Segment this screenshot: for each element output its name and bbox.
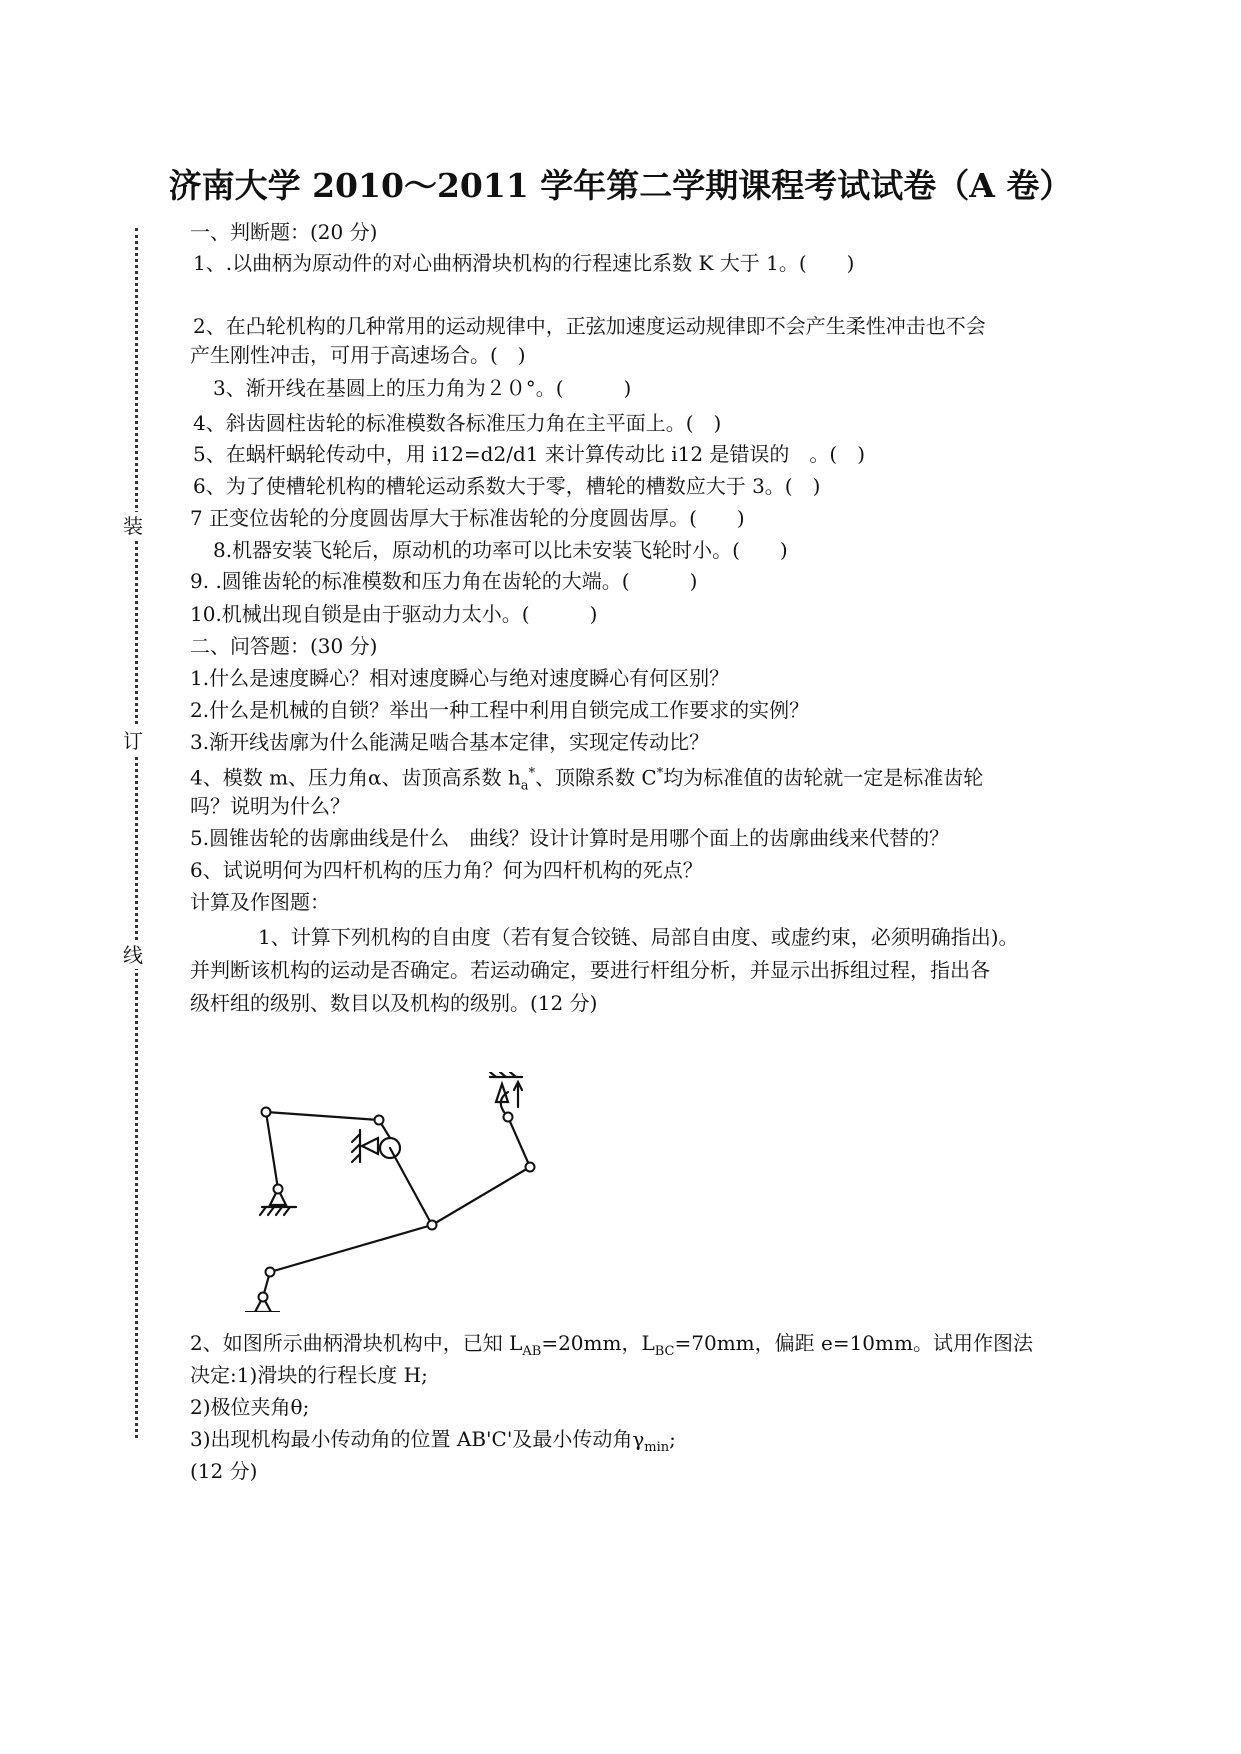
joint-bottom-ground: [259, 1293, 268, 1302]
link-left-crank: [266, 1112, 278, 1189]
margin-char-ding: 订: [123, 729, 143, 753]
section2-heading: 二、问答题：(30 分): [190, 634, 378, 658]
s1-question-9: 9. .圆锥齿轮的标准模数和压力角在齿轮的大端。( ): [190, 569, 698, 593]
s2-question-6: 6、试说明何为四杆机构的压力角？何为四杆机构的死点？: [190, 858, 703, 882]
s3-question-1-line3: 级杆组的级别、数目以及机构的级别。(12 分): [190, 991, 598, 1015]
joint-right: [526, 1163, 535, 1172]
s3-q2-text-a: 2、如图所示曲柄滑块机构中，已知 L: [190, 1331, 523, 1355]
s3-question-2-line1: [190, 1330, 1033, 1365]
joint-left-ground: [274, 1185, 283, 1194]
s2-question-2: 2.什么是机械的自锁？举出一种工程中利用自锁完成工作要求的实例？: [190, 698, 810, 722]
joint-top-left: [262, 1108, 271, 1117]
s1-question-5: 5、在蜗杆蜗轮传动中，用 i12=d2/d1 来计算传动比 i12 是错误的 。( ): [193, 442, 866, 466]
s3-question-2-line5: (12 分): [190, 1459, 258, 1483]
s2-q4-text-c: 均为标准值的齿轮就一定是标准齿轮: [663, 765, 984, 790]
s2-question-1: 1.什么是速度瞬心？相对速度瞬心与绝对速度瞬心有何区别？: [190, 666, 730, 690]
arrow-icon: [514, 1082, 522, 1107]
link-middle: [390, 1148, 432, 1225]
section1-heading: 一、判断题：(20 分): [190, 220, 378, 244]
s3-question-2-line2: 决定:1)滑块的行程长度 H;: [190, 1363, 428, 1387]
margin-char-zhuang: 装: [123, 514, 143, 538]
mechanism-diagram: [240, 1072, 570, 1312]
s2-q4-sup2: *: [656, 766, 664, 781]
joint-center: [428, 1221, 437, 1230]
s1-question-7: 7 正变位齿轮的分度圆齿厚大于标准齿轮的分度圆齿厚。( ): [190, 506, 745, 530]
s3-q2-text-c: =70mm，偏距 e=10mm。试用作图法: [674, 1331, 1033, 1355]
s3-q2-sub-bc: BC: [654, 1344, 675, 1359]
s3-question-2-line3: 2)极位夹角θ;: [190, 1395, 310, 1419]
s1-question-6: 6、为了使槽轮机构的槽轮运动系数大于零，槽轮的槽数应大于 3。( ): [193, 474, 821, 498]
s2-q4-text-b: 、顶隙系数 C: [535, 765, 657, 790]
s2-question-3: 3.渐开线齿廓为什么能满足啮合基本定律，实现定传动比？: [190, 730, 710, 754]
s2-question-5: 5.圆锥齿轮的齿廓曲线是什么 曲线？设计计算时是用哪个面上的齿廓曲线来代替的？: [190, 826, 950, 850]
s1-question-1: 1、.以曲柄为原动件的对心曲柄滑块机构的行程速比系数 K 大于 1。( ): [193, 251, 855, 275]
joint-lower-left: [266, 1268, 275, 1277]
s2-q4-sub: a: [520, 778, 529, 794]
link-top-coupler: [266, 1112, 379, 1120]
s2-q4-text-a: 4、模数 m、压力角α、齿顶高系数 h: [190, 765, 521, 790]
s3-question-2-line4: [190, 1426, 676, 1461]
joint-top-middle: [375, 1116, 384, 1125]
joint-top-right: [504, 1113, 513, 1122]
s1-question-3: 3、渐开线在基圆上的压力角为２０°。( ): [213, 376, 632, 400]
s3-q2-line4-sub: min: [644, 1440, 670, 1455]
s1-question-4: 4、斜齿圆柱齿轮的标准模数各标准压力角在主平面上。( ): [193, 411, 722, 435]
s3-q2-text-b: =20mm，L: [541, 1331, 655, 1355]
s1-question-8: 8.机器安装飞轮后，原动机的功率可以比未安装飞轮时小。( ): [213, 538, 788, 562]
s1-question-10: 10.机械出现自锁是由于驱动力太小。( ): [190, 602, 598, 626]
link-right-upper: [508, 1117, 530, 1167]
s3-question-1-line2: 并判断该机构的运动是否确定。若运动确定，要进行杆组分析，并显示出拆组过程，指出各: [190, 958, 990, 982]
binding-dotted-line: [135, 228, 138, 1438]
s3-question-1-line1: 1、计算下列机构的自由度（若有复合铰链、局部自由度、或虚约束，必须明确指出)。: [258, 925, 1019, 949]
ground-support-middle: [352, 1130, 378, 1162]
exam-title: 济南大学 2010～2011 学年第二学期课程考试试卷（A 卷）: [168, 166, 1073, 205]
link-lower: [270, 1225, 432, 1272]
s1-question-2-line1: 2、在凸轮机构的几种常用的运动规律中，正弦加速度运动规律即不会产生柔性冲击也不会: [193, 314, 986, 338]
s3-q2-line4-end: ;: [669, 1427, 676, 1451]
s1-question-2-line2: 产生刚性冲击，可用于高速场合。( ): [190, 343, 526, 367]
s3-q2-sub-ab: AB: [522, 1344, 542, 1359]
s3-q2-line4-text: 3)出现机构最小传动角的位置 AB'C'及最小传动角γ: [190, 1427, 645, 1451]
s2-q4-sup: *: [528, 766, 536, 781]
s2-question-4-line2: 吗？说明为什么？: [190, 794, 350, 818]
margin-char-xian: 线: [123, 943, 143, 967]
section3-heading: 计算及作图题：: [190, 890, 330, 914]
link-right: [432, 1167, 530, 1225]
